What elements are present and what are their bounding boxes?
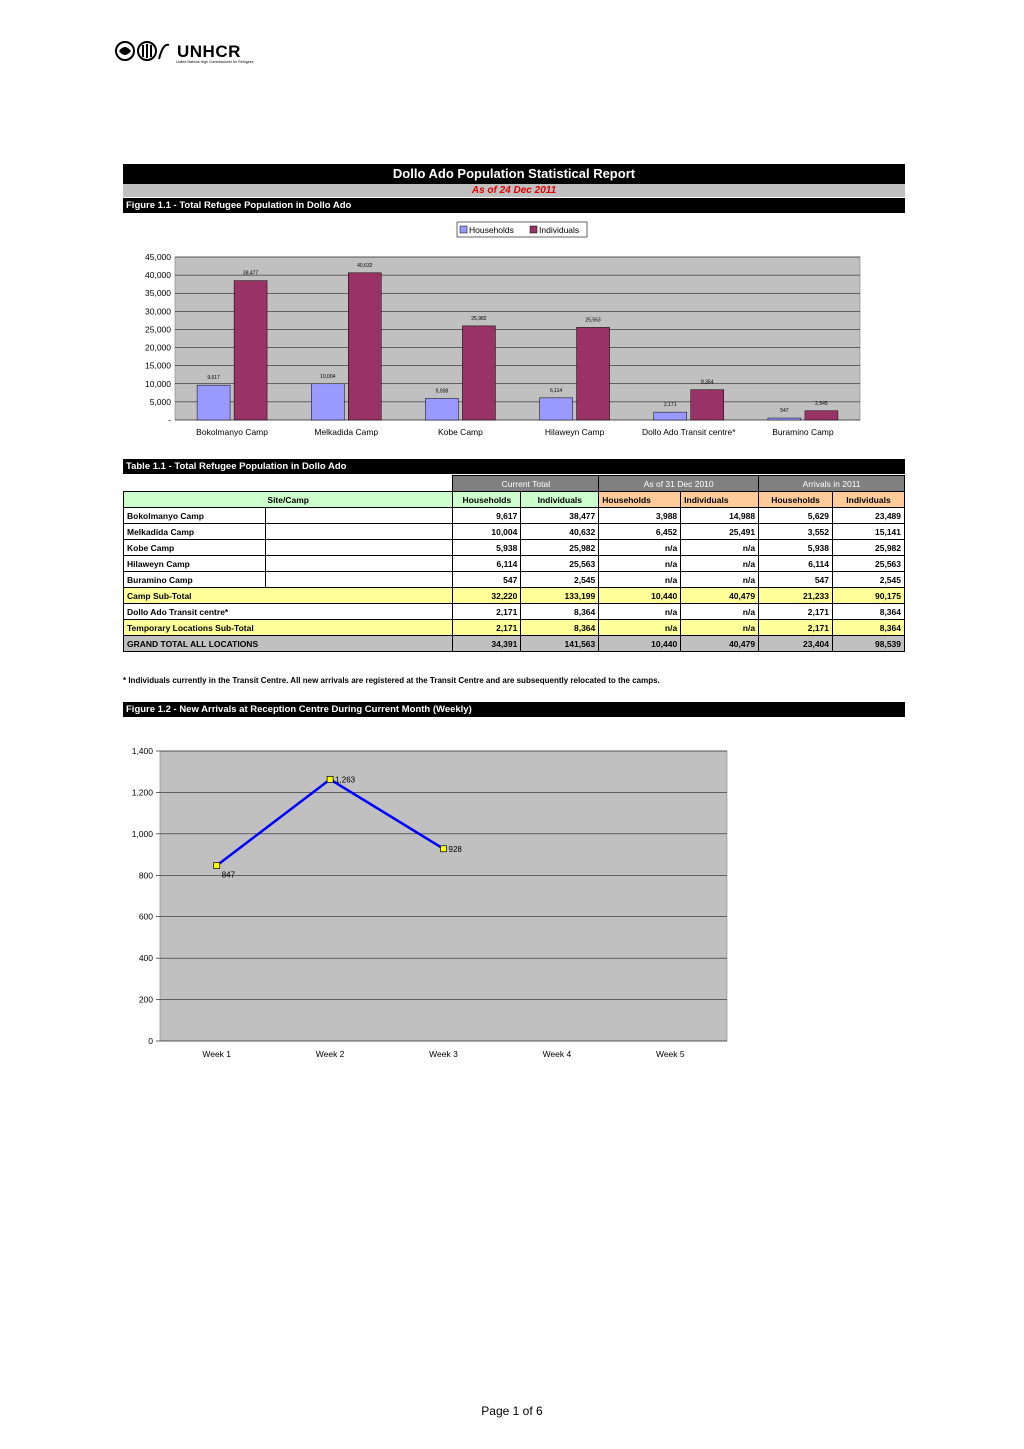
- chart1-ytick-label: 25,000: [145, 324, 171, 335]
- cell-cur-hh: 5,938: [453, 540, 521, 556]
- report-date: As of 24 Dec 2011: [123, 184, 905, 197]
- table-row: [124, 588, 905, 604]
- cell-site-spacer: [265, 508, 452, 524]
- figure-1-title: Figure 1.1 - Total Refugee Population in Dollo Ado: [123, 198, 905, 213]
- chart2-ytick-label: 0: [148, 1036, 153, 1046]
- cell-prev-hh: n/a: [599, 572, 681, 588]
- legend-swatch: [530, 226, 537, 233]
- col-arrivals-households: Households: [759, 492, 833, 508]
- chart1-ytick-label: 35,000: [145, 288, 171, 299]
- chart1-ytick-label: 10,000: [145, 378, 171, 389]
- cell-site-spacer: [265, 604, 452, 620]
- bar-data-label: 2,171: [663, 402, 677, 409]
- table-row: [124, 572, 905, 588]
- legend-label: Households: [469, 225, 514, 235]
- cell-prev-ind: 40,479: [681, 588, 759, 604]
- cell-site-spacer: [265, 556, 452, 572]
- chart1-ytick-label: 20,000: [145, 342, 171, 353]
- bar-data-label: 10,004: [320, 373, 336, 380]
- cell-site: Temporary Locations Sub-Total: [124, 620, 266, 636]
- cell-cur-hh: 9,617: [453, 508, 521, 524]
- chart1-xtick-label: Bokolmanyo Camp: [196, 427, 268, 437]
- bar-households: [197, 385, 230, 420]
- chart1-xtick-label: Buramino Camp: [772, 427, 834, 437]
- cell-arr-hh: 2,171: [759, 620, 833, 636]
- table-row: [124, 524, 905, 540]
- cell-site-spacer: [265, 524, 452, 540]
- bar-individuals: [348, 273, 381, 420]
- cell-arr-hh: 3,552: [759, 524, 833, 540]
- line-chart-weekly-arrivals: [120, 740, 760, 1070]
- table-column-header-row: [124, 492, 905, 508]
- bar-data-label: 40,632: [357, 262, 373, 269]
- chart1-ytick-label: 15,000: [145, 360, 171, 371]
- group-current-total: Current Total: [453, 476, 599, 492]
- chart1-xtick-label: Dollo Ado Transit centre*: [641, 427, 736, 437]
- legend-label: Individuals: [539, 225, 580, 235]
- table-row: [124, 556, 905, 572]
- cell-cur-hh: 2,171: [453, 604, 521, 620]
- cell-prev-ind: n/a: [681, 572, 759, 588]
- cell-prev-hh: n/a: [599, 620, 681, 636]
- cell-arr-ind: 98,539: [833, 636, 905, 652]
- bar-households: [768, 418, 801, 420]
- cell-cur-hh: 547: [453, 572, 521, 588]
- logo-subtext: [176, 56, 326, 64]
- chart1-xtick-label: Melkadida Camp: [314, 427, 379, 437]
- chart2-data-label: 928: [448, 844, 462, 854]
- bar-households: [540, 398, 573, 420]
- table-row: [124, 620, 905, 636]
- cell-site: Kobe Camp: [124, 540, 266, 556]
- cell-cur-ind: 38,477: [521, 508, 599, 524]
- cell-prev-hh: n/a: [599, 556, 681, 572]
- unhcr-emblem-icon: [113, 39, 173, 63]
- cell-site: Camp Sub-Total: [124, 588, 266, 604]
- chart2-ytick-label: 1,000: [131, 828, 153, 839]
- cell-arr-ind: 25,563: [833, 556, 905, 572]
- bar-data-label: 5,938: [435, 388, 449, 395]
- bar-individuals: [462, 326, 495, 420]
- chart2-ytick-label: 200: [138, 994, 153, 1005]
- col-prev-individuals: Individuals: [681, 492, 759, 508]
- cell-cur-hh: 6,114: [453, 556, 521, 572]
- cell-prev-ind: n/a: [681, 556, 759, 572]
- chart2-point: [214, 863, 220, 869]
- cell-site: Bokolmanyo Camp: [124, 508, 266, 524]
- table-row: [124, 540, 905, 556]
- cell-prev-ind: n/a: [681, 604, 759, 620]
- chart2-ytick-label: 600: [138, 911, 153, 922]
- chart2-ytick-label: 1,200: [131, 787, 153, 798]
- cell-prev-ind: 40,479: [681, 636, 759, 652]
- cell-cur-ind: 2,545: [521, 572, 599, 588]
- bar-individuals: [577, 327, 610, 420]
- chart2-ytick-label: 1,400: [131, 746, 153, 756]
- col-site: Site/Camp: [124, 492, 453, 508]
- cell-arr-ind: 90,175: [833, 588, 905, 604]
- cell-cur-ind: 40,632: [521, 524, 599, 540]
- cell-site-spacer: [265, 636, 452, 652]
- cell-arr-hh: 2,171: [759, 604, 833, 620]
- bar-data-label: 25,982: [471, 315, 487, 322]
- table-group-header-row: [124, 476, 905, 492]
- chart2-xtick-label: Week 4: [542, 1049, 572, 1059]
- bar-data-label: 38,477: [242, 270, 259, 277]
- cell-arr-hh: 547: [759, 572, 833, 588]
- cell-cur-hh: 10,004: [453, 524, 521, 540]
- chart2-plot-area: [160, 751, 727, 1041]
- bar-data-label: 2,545: [815, 400, 828, 407]
- cell-prev-ind: 25,491: [681, 524, 759, 540]
- cell-cur-hh: 32,220: [453, 588, 521, 604]
- cell-arr-hh: 5,629: [759, 508, 833, 524]
- logo-subtext-text: United Nations High Commissioner for Refugees: [176, 60, 254, 64]
- cell-prev-hh: 6,452: [599, 524, 681, 540]
- cell-arr-ind: 8,364: [833, 604, 905, 620]
- col-arrivals-individuals: Individuals: [833, 492, 905, 508]
- bar-individuals: [691, 390, 724, 420]
- chart2-xtick-label: Week 2: [315, 1049, 345, 1059]
- cell-prev-hh: 10,440: [599, 588, 681, 604]
- cell-prev-hh: n/a: [599, 540, 681, 556]
- col-current-individuals: Individuals: [521, 492, 599, 508]
- bar-chart-population: [123, 216, 905, 446]
- cell-cur-ind: 25,982: [521, 540, 599, 556]
- cell-prev-ind: n/a: [681, 540, 759, 556]
- cell-arr-hh: 21,233: [759, 588, 833, 604]
- chart1-xtick-label: Hilaweyn Camp: [544, 427, 605, 437]
- cell-prev-ind: n/a: [681, 620, 759, 636]
- cell-arr-hh: 5,938: [759, 540, 833, 556]
- bar-data-label: 547: [780, 408, 789, 415]
- col-prev-households: Households: [599, 492, 681, 508]
- bar-individuals: [805, 411, 838, 420]
- chart1-ytick-label: -: [168, 415, 171, 425]
- bar-households: [654, 412, 687, 420]
- chart1-ytick-label: 45,000: [145, 252, 171, 262]
- col-current-households: Households: [453, 492, 521, 508]
- chart2-data-label: 1,263: [335, 775, 356, 785]
- cell-site: Melkadida Camp: [124, 524, 266, 540]
- table-row: [124, 604, 905, 620]
- table-1-title: Table 1.1 - Total Refugee Population in Dollo Ado: [123, 459, 905, 474]
- chart1-ytick-label: 30,000: [145, 306, 171, 317]
- chart2-point: [441, 846, 447, 852]
- table-row: [124, 508, 905, 524]
- cell-cur-ind: 8,364: [521, 604, 599, 620]
- table-row: [124, 636, 905, 652]
- cell-prev-hh: 10,440: [599, 636, 681, 652]
- chart1-ytick-label: 40,000: [145, 270, 171, 281]
- chart2-xtick-label: Week 5: [655, 1049, 685, 1059]
- cell-prev-hh: n/a: [599, 604, 681, 620]
- cell-site-spacer: [265, 588, 452, 604]
- bar-households: [311, 384, 344, 420]
- chart2-ytick-label: 800: [138, 870, 153, 881]
- bar-data-label: 6,114: [550, 387, 563, 394]
- report-title: Dollo Ado Population Statistical Report: [123, 164, 905, 184]
- group-prev-total: As of 31 Dec 2010: [599, 476, 759, 492]
- chart1-legend: [457, 222, 587, 237]
- bar-data-label: 9,617: [207, 375, 220, 382]
- bar-individuals: [234, 281, 267, 420]
- chart1-xtick-label: Kobe Camp: [437, 427, 483, 437]
- page-number: Page 1 of 6: [481, 1404, 543, 1418]
- cell-prev-ind: 14,988: [681, 508, 759, 524]
- population-table: [123, 475, 905, 652]
- cell-cur-ind: 133,199: [521, 588, 599, 604]
- group-arrivals: Arrivals in 2011: [759, 476, 905, 492]
- bar-data-label: 8,364: [700, 379, 714, 386]
- chart2-data-label: 847: [221, 870, 236, 880]
- chart2-xtick-label: Week 1: [202, 1049, 232, 1059]
- cell-arr-ind: 23,489: [833, 508, 905, 524]
- logo-text: UNHCR: [177, 41, 241, 61]
- cell-site-spacer: [265, 620, 452, 636]
- legend-swatch: [460, 226, 467, 233]
- cell-prev-hh: 3,988: [599, 508, 681, 524]
- bar-households: [425, 398, 458, 420]
- table-footnote: * Individuals currently in the Transit Centre. All new arrivals are registered at the Transit Centre and are subsequently relocated to the camps.: [123, 676, 660, 685]
- cell-arr-ind: 25,982: [833, 540, 905, 556]
- bar-data-label: 25,563: [585, 317, 601, 324]
- cell-arr-ind: 15,141: [833, 524, 905, 540]
- cell-cur-ind: 141,563: [521, 636, 599, 652]
- cell-arr-hh: 6,114: [759, 556, 833, 572]
- cell-arr-hh: 23,404: [759, 636, 833, 652]
- table-corner: [124, 476, 453, 492]
- cell-site: Dollo Ado Transit centre*: [124, 604, 266, 620]
- cell-site: GRAND TOTAL ALL LOCATIONS: [124, 636, 266, 652]
- cell-site: Buramino Camp: [124, 572, 266, 588]
- cell-cur-hh: 2,171: [453, 620, 521, 636]
- cell-site-spacer: [265, 540, 452, 556]
- cell-cur-ind: 25,563: [521, 556, 599, 572]
- chart1-ytick-label: 5,000: [149, 396, 171, 407]
- chart1-plot-area: [175, 257, 860, 420]
- cell-site-spacer: [265, 572, 452, 588]
- cell-cur-ind: 8,364: [521, 620, 599, 636]
- chart2-ytick-label: 400: [138, 953, 153, 964]
- cell-site: Hilaweyn Camp: [124, 556, 266, 572]
- cell-arr-ind: 2,545: [833, 572, 905, 588]
- chart2-point: [327, 776, 333, 782]
- cell-cur-hh: 34,391: [453, 636, 521, 652]
- figure-2-title: Figure 1.2 - New Arrivals at Reception Centre During Current Month (Weekly): [123, 702, 905, 717]
- cell-arr-ind: 8,364: [833, 620, 905, 636]
- chart2-xtick-label: Week 3: [429, 1049, 458, 1059]
